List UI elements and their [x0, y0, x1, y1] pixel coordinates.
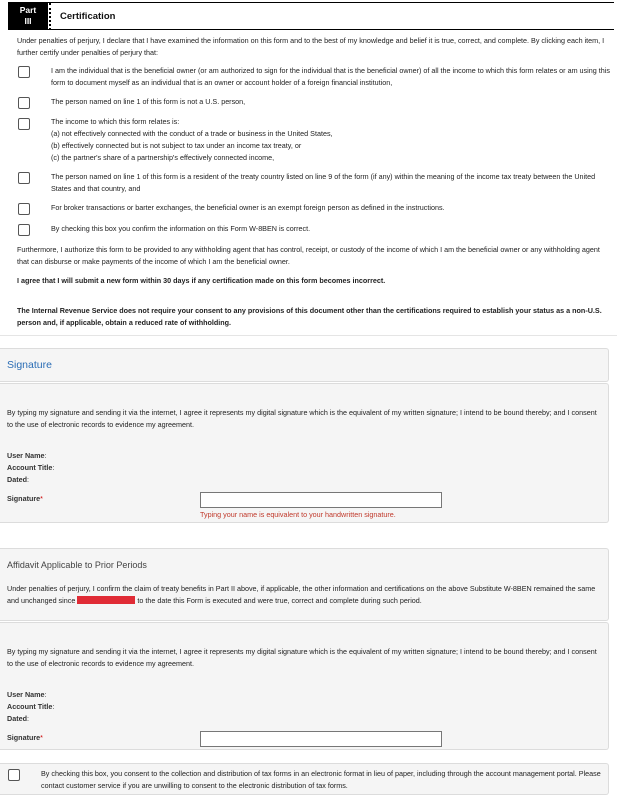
electronic-consent-text: By checking this box, you consent to the collection and distribution of tax forms in an electronic format in lieu of paper, including through the account management portal. Please contact customer service if you are unwilling to consent to the electronic distribution of tax forms.	[41, 769, 601, 790]
agree-text: I agree that I will submit a new form within 30 days if any certification made on this form becomes incorrect.	[17, 276, 386, 285]
electronic-consent-panel	[0, 763, 609, 795]
cert-subitem-a: (a) not effectively connected with the conduct of a trade or business in the United States,	[51, 129, 333, 138]
part3-title: Certification	[60, 11, 116, 22]
cert-checkbox-3[interactable]	[18, 118, 30, 130]
redacted-date	[77, 596, 135, 604]
signature-header-panel	[0, 348, 609, 382]
user-name-label: User Name:	[7, 451, 47, 460]
cert-subitem-c: (c) the partner's share of a partnership's effectively connected income,	[51, 153, 275, 162]
part3-header	[8, 2, 614, 30]
cert-checkbox-1[interactable]	[18, 66, 30, 78]
divider	[0, 335, 617, 336]
cert-checkbox-5[interactable]	[18, 203, 30, 215]
signature-consent-text: By typing my signature and sending it via the internet, I agree it represents my digital signature which is the equivalent of my written signature; I intend to be bound thereby; and I consent to the use of electronic records to evidence my agreement.	[7, 408, 597, 429]
cert-item-text: By checking this box you confirm the information on this Form W-8BEN is correct.	[51, 224, 311, 233]
cert-item-text: The person named on line 1 of this form is a resident of the treaty country listed on line 9 of the form (if any) within the meaning of the income tax treaty between the United States and that country, and	[51, 172, 596, 193]
cert-subitem-b: (b) effectively connected but is not subject to tax under an income tax treaty, or	[51, 141, 302, 150]
cert-item-text: I am the individual that is the beneficial owner (or am authorized to sign for the individual that is the beneficial owner) of all the income to which this form relates or am using this form to document myself as an individual that is an owner or account holder of a foreign financial institution,	[51, 66, 610, 87]
affidavit-panel	[0, 548, 609, 621]
dated-label: Dated:	[7, 475, 29, 484]
cert-checkbox-2[interactable]	[18, 97, 30, 109]
irs-text: The Internal Revenue Service does not require your consent to any provisions of this document other than the certifications required to establish your status as a non-U.S. person and, if applicable, obtain a reduced rate of withholding.	[17, 306, 602, 327]
signature-input-2[interactable]	[200, 731, 442, 747]
cert-item-text: For broker transactions or barter exchanges, the beneficial owner is an exempt foreign person as defined in the instructions.	[51, 203, 445, 212]
cert-item-income-text	[51, 116, 611, 164]
furthermore-text: Furthermore, I authorize this form to be provided to any withholding agent that has control, receipt, or custody of the income of which I am the beneficial owner or any withholding agent that can disburse or make payments of the income of which I am the beneficial owner.	[17, 245, 600, 266]
affidavit-text: Under penalties of perjury, I confirm the claim of treaty benefits in Part II above, if applicable, the other information and certifications on the above Substitute W-8BEN remained the same and unchanged since to the date this Form is executed and were true, correct and complete during such period.	[7, 584, 596, 605]
account-title-label: Account Title:	[7, 702, 55, 711]
account-title-label: Account Title:	[7, 463, 55, 472]
part-tag-line2: III	[24, 16, 32, 26]
signature-input[interactable]	[200, 492, 442, 508]
signature-panel	[0, 383, 609, 523]
cert-checkbox-6[interactable]	[18, 224, 30, 236]
signature-consent-text: By typing my signature and sending it via the internet, I agree it represents my digital signature which is the equivalent of my written signature; I intend to be bound thereby; and I consent to the use of electronic records to evidence my agreement.	[7, 647, 597, 668]
signature-label: Signature*	[7, 494, 43, 503]
cert-item-text: The income to which this form relates is:	[51, 117, 180, 126]
signature-panel-2	[0, 622, 609, 750]
signature-title: Signature	[7, 359, 52, 371]
affidavit-title: Affidavit Applicable to Prior Periods	[7, 560, 147, 570]
part-tag-line1: Part	[19, 5, 37, 15]
electronic-consent-checkbox[interactable]	[8, 769, 20, 781]
cert-item-text: The person named on line 1 of this form is not a U.S. person,	[51, 97, 246, 106]
part-tag	[8, 3, 48, 30]
signature-label: Signature*	[7, 733, 43, 742]
dated-label: Dated:	[7, 714, 29, 723]
cert-checkbox-4[interactable]	[18, 172, 30, 184]
part3-certification	[8, 0, 614, 336]
user-name-label: User Name:	[7, 690, 47, 699]
certification-intro: Under penalties of perjury, I declare that I have examined the information on this form and to the best of my knowledge and belief it is true, correct, and complete. By clicking each item, I further certify under penalties of perjury that:	[17, 36, 605, 57]
signature-hint: Typing your name is equivalent to your handwritten signature.	[200, 510, 396, 519]
